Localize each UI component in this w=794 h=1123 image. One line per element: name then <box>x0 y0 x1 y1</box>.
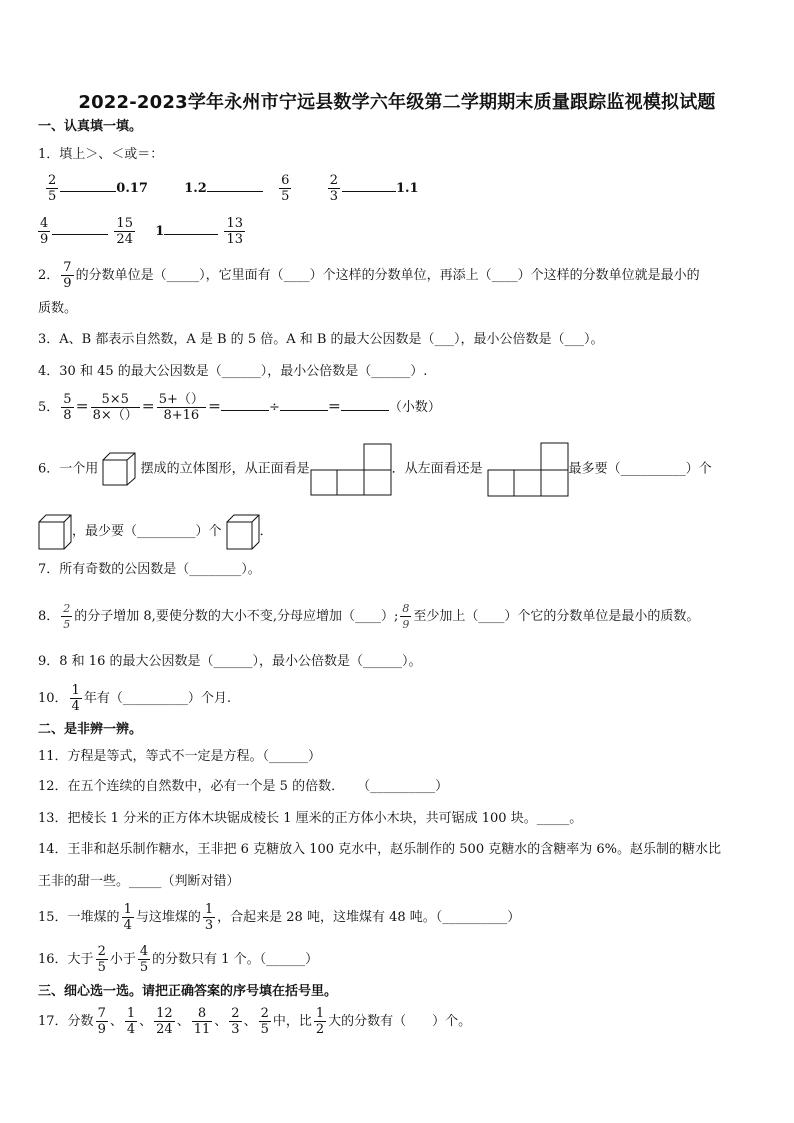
fraction: $\frac{1}{4}$ <box>126 1006 136 1037</box>
fraction: $\frac{15}{24}$ <box>116 216 133 247</box>
text: 中，比 <box>272 1014 312 1029</box>
fraction: $\frac{2}{3}$ <box>231 1006 240 1037</box>
text: 小于 <box>109 952 136 967</box>
text: 至少加上（____）个它的分数单位是最小的质数。 <box>413 609 700 624</box>
answer-blank[interactable] <box>221 398 269 411</box>
divide-sign: ÷ <box>268 400 280 415</box>
answer-blank[interactable] <box>342 179 396 192</box>
q12: 12．在五个连续的自然数中，必有一个是 5 的倍数． （__________） <box>38 779 449 794</box>
q1-label: 1．填上＞、＜或＝： <box>38 147 164 162</box>
fraction: $\frac{5}{8}$ <box>63 392 72 423</box>
q17 <box>38 1003 471 1041</box>
fraction: $\frac{4}{9}$ <box>40 216 49 247</box>
fraction: $\frac{5\times 5}{8\times()}$ <box>92 392 138 423</box>
separator: 、 <box>109 1014 123 1029</box>
cube-icon <box>38 514 72 550</box>
q2-cont: 质数。 <box>38 301 78 316</box>
fraction: $\frac{6}{5}$ <box>281 173 290 204</box>
fraction: $\frac{5+()}{8+16}$ <box>158 392 204 423</box>
answer-blank[interactable] <box>341 398 389 411</box>
fraction: $\frac{7}{9}$ <box>63 260 72 291</box>
fraction: $\frac{2}{5}$ <box>48 173 57 204</box>
equals-sign: ＝ <box>75 400 89 415</box>
fraction: $\frac{8}{9}$ <box>402 602 410 631</box>
q9: 9．8 和 16 的最大公因数是（______），最小公倍数是（______）。 <box>38 654 422 669</box>
equals-sign: ＝ <box>327 400 341 415</box>
fraction: $\frac{1}{4}$ <box>123 902 132 933</box>
value: 0.17 <box>116 181 148 196</box>
page-title: 2022-2023学年永州市宁远县数学六年级第二学期期末质量跟踪监视模拟试题 <box>78 92 716 113</box>
answer-blank[interactable] <box>60 179 116 192</box>
question-number: 16． <box>38 952 68 967</box>
q11: 11．方程是等式，等式不一定是方程。（______） <box>38 749 322 764</box>
text: 的分子增加 8,要使分数的大小不变,分母应增加（____）; <box>74 609 399 624</box>
section-2-heading: 二、是非辨一辨。 <box>38 722 143 737</box>
fraction: $\frac{7}{9}$ <box>97 1006 106 1037</box>
front-view-grid <box>310 442 392 496</box>
separator: 、 <box>243 1014 257 1029</box>
question-number: 15． <box>38 910 68 925</box>
q10 <box>38 682 231 716</box>
equals-sign: ＝ <box>141 400 155 415</box>
separator: 、 <box>214 1014 228 1029</box>
q15 <box>38 900 520 936</box>
text: 摆成的立体图形，从正面看是 <box>140 461 310 477</box>
q6 <box>38 441 712 498</box>
answer-blank[interactable] <box>207 179 263 192</box>
q2 <box>38 260 700 291</box>
answer-blank[interactable] <box>52 222 108 235</box>
left-view-grid <box>487 441 569 497</box>
text: 年有（__________）个月. <box>83 691 231 706</box>
q1-row2 <box>36 216 247 247</box>
fraction: $\frac{4}{5}$ <box>139 944 149 975</box>
cube-icon <box>102 452 136 486</box>
question-text: 的分数单位是（_____），它里面有（____）个这样的分数单位，再添上（____）个这样的分数单位就是最小的 <box>75 268 700 283</box>
text: ． <box>259 524 273 539</box>
q5 <box>38 392 441 423</box>
fraction: $\frac{13}{13}$ <box>226 216 243 247</box>
text: 大的分数有（ ）个。 <box>328 1014 472 1029</box>
fraction: $\frac{2}{5}$ <box>97 944 106 975</box>
text: ，合起来是 28 吨，这堆煤有 48 吨。（__________） <box>217 910 521 925</box>
q3: 3．A、B 都表示自然数，A 是 B 的 5 倍。A 和 B 的最大公因数是（___），最小公倍数是（___）。 <box>38 332 604 347</box>
hint-text: （小数） <box>388 400 441 415</box>
fraction: $\frac{2}{3}$ <box>329 173 338 204</box>
separator: 、 <box>139 1014 153 1029</box>
fraction: $\frac{1}{2}$ <box>315 1006 325 1037</box>
value: 1.2 <box>184 181 207 196</box>
q14-line1: 14．王非和赵乐制作糖水，王非把 6 克糖放入 100 克水中，赵乐制作的 500 克糖水的含糖率为 6%。赵乐制的糖水比 <box>38 842 721 857</box>
answer-blank[interactable] <box>164 222 218 235</box>
question-number: 17． <box>38 1014 68 1029</box>
q16 <box>38 942 318 978</box>
question-number: 8． <box>38 609 60 624</box>
question-number: 10． <box>38 691 68 706</box>
cube-icon <box>226 514 260 550</box>
text: 6．一个用 <box>38 461 99 477</box>
fraction: $\frac{1}{4}$ <box>71 683 80 714</box>
section-3-heading: 三、细心选一选。请把正确答案的序号填在括号里。 <box>38 984 338 999</box>
value: 1 <box>155 224 165 239</box>
text: 与这堆煤的 <box>135 910 201 925</box>
fraction: $\frac{2}{5}$ <box>260 1006 269 1037</box>
text: 的分数只有 1 个。（______） <box>152 952 319 967</box>
text: 一堆煤的 <box>67 910 120 925</box>
section-1-heading: 一、认真填一填。 <box>38 119 143 134</box>
text: 大于 <box>67 952 94 967</box>
q13: 13．把棱长 1 分米的正方体木块锯成棱长 1 厘米的正方体小木块，共可锯成 100 块。_____。 <box>38 811 583 826</box>
q14-line2: 王非的甜一些。_____（判断对错） <box>38 874 240 889</box>
answer-blank[interactable] <box>280 398 328 411</box>
fraction: $\frac{1}{3}$ <box>204 902 214 933</box>
fraction: $\frac{2}{5}$ <box>63 602 71 631</box>
fraction: $\frac{8}{11}$ <box>193 1006 211 1037</box>
question-number: 2． <box>38 268 60 283</box>
value: 1.1 <box>395 181 419 196</box>
q1-row1 <box>44 173 419 204</box>
text: 最多要（__________）个 <box>568 461 712 477</box>
fraction: $\frac{12}{24}$ <box>156 1006 173 1037</box>
separator: 、 <box>176 1014 190 1029</box>
text: 分数 <box>67 1014 94 1029</box>
q7: 7．所有奇数的公因数是（________）。 <box>38 562 261 577</box>
text: ．从左面看还是 <box>391 461 483 477</box>
q8 <box>38 599 699 635</box>
question-number: 5． <box>38 400 60 415</box>
q6-cont <box>38 512 273 552</box>
q4: 4．30 和 45 的最大公因数是（______），最小公倍数是（______）. <box>38 364 428 379</box>
text: ，最少要（_________）个 <box>72 524 222 539</box>
equals-sign: ＝ <box>207 400 221 415</box>
